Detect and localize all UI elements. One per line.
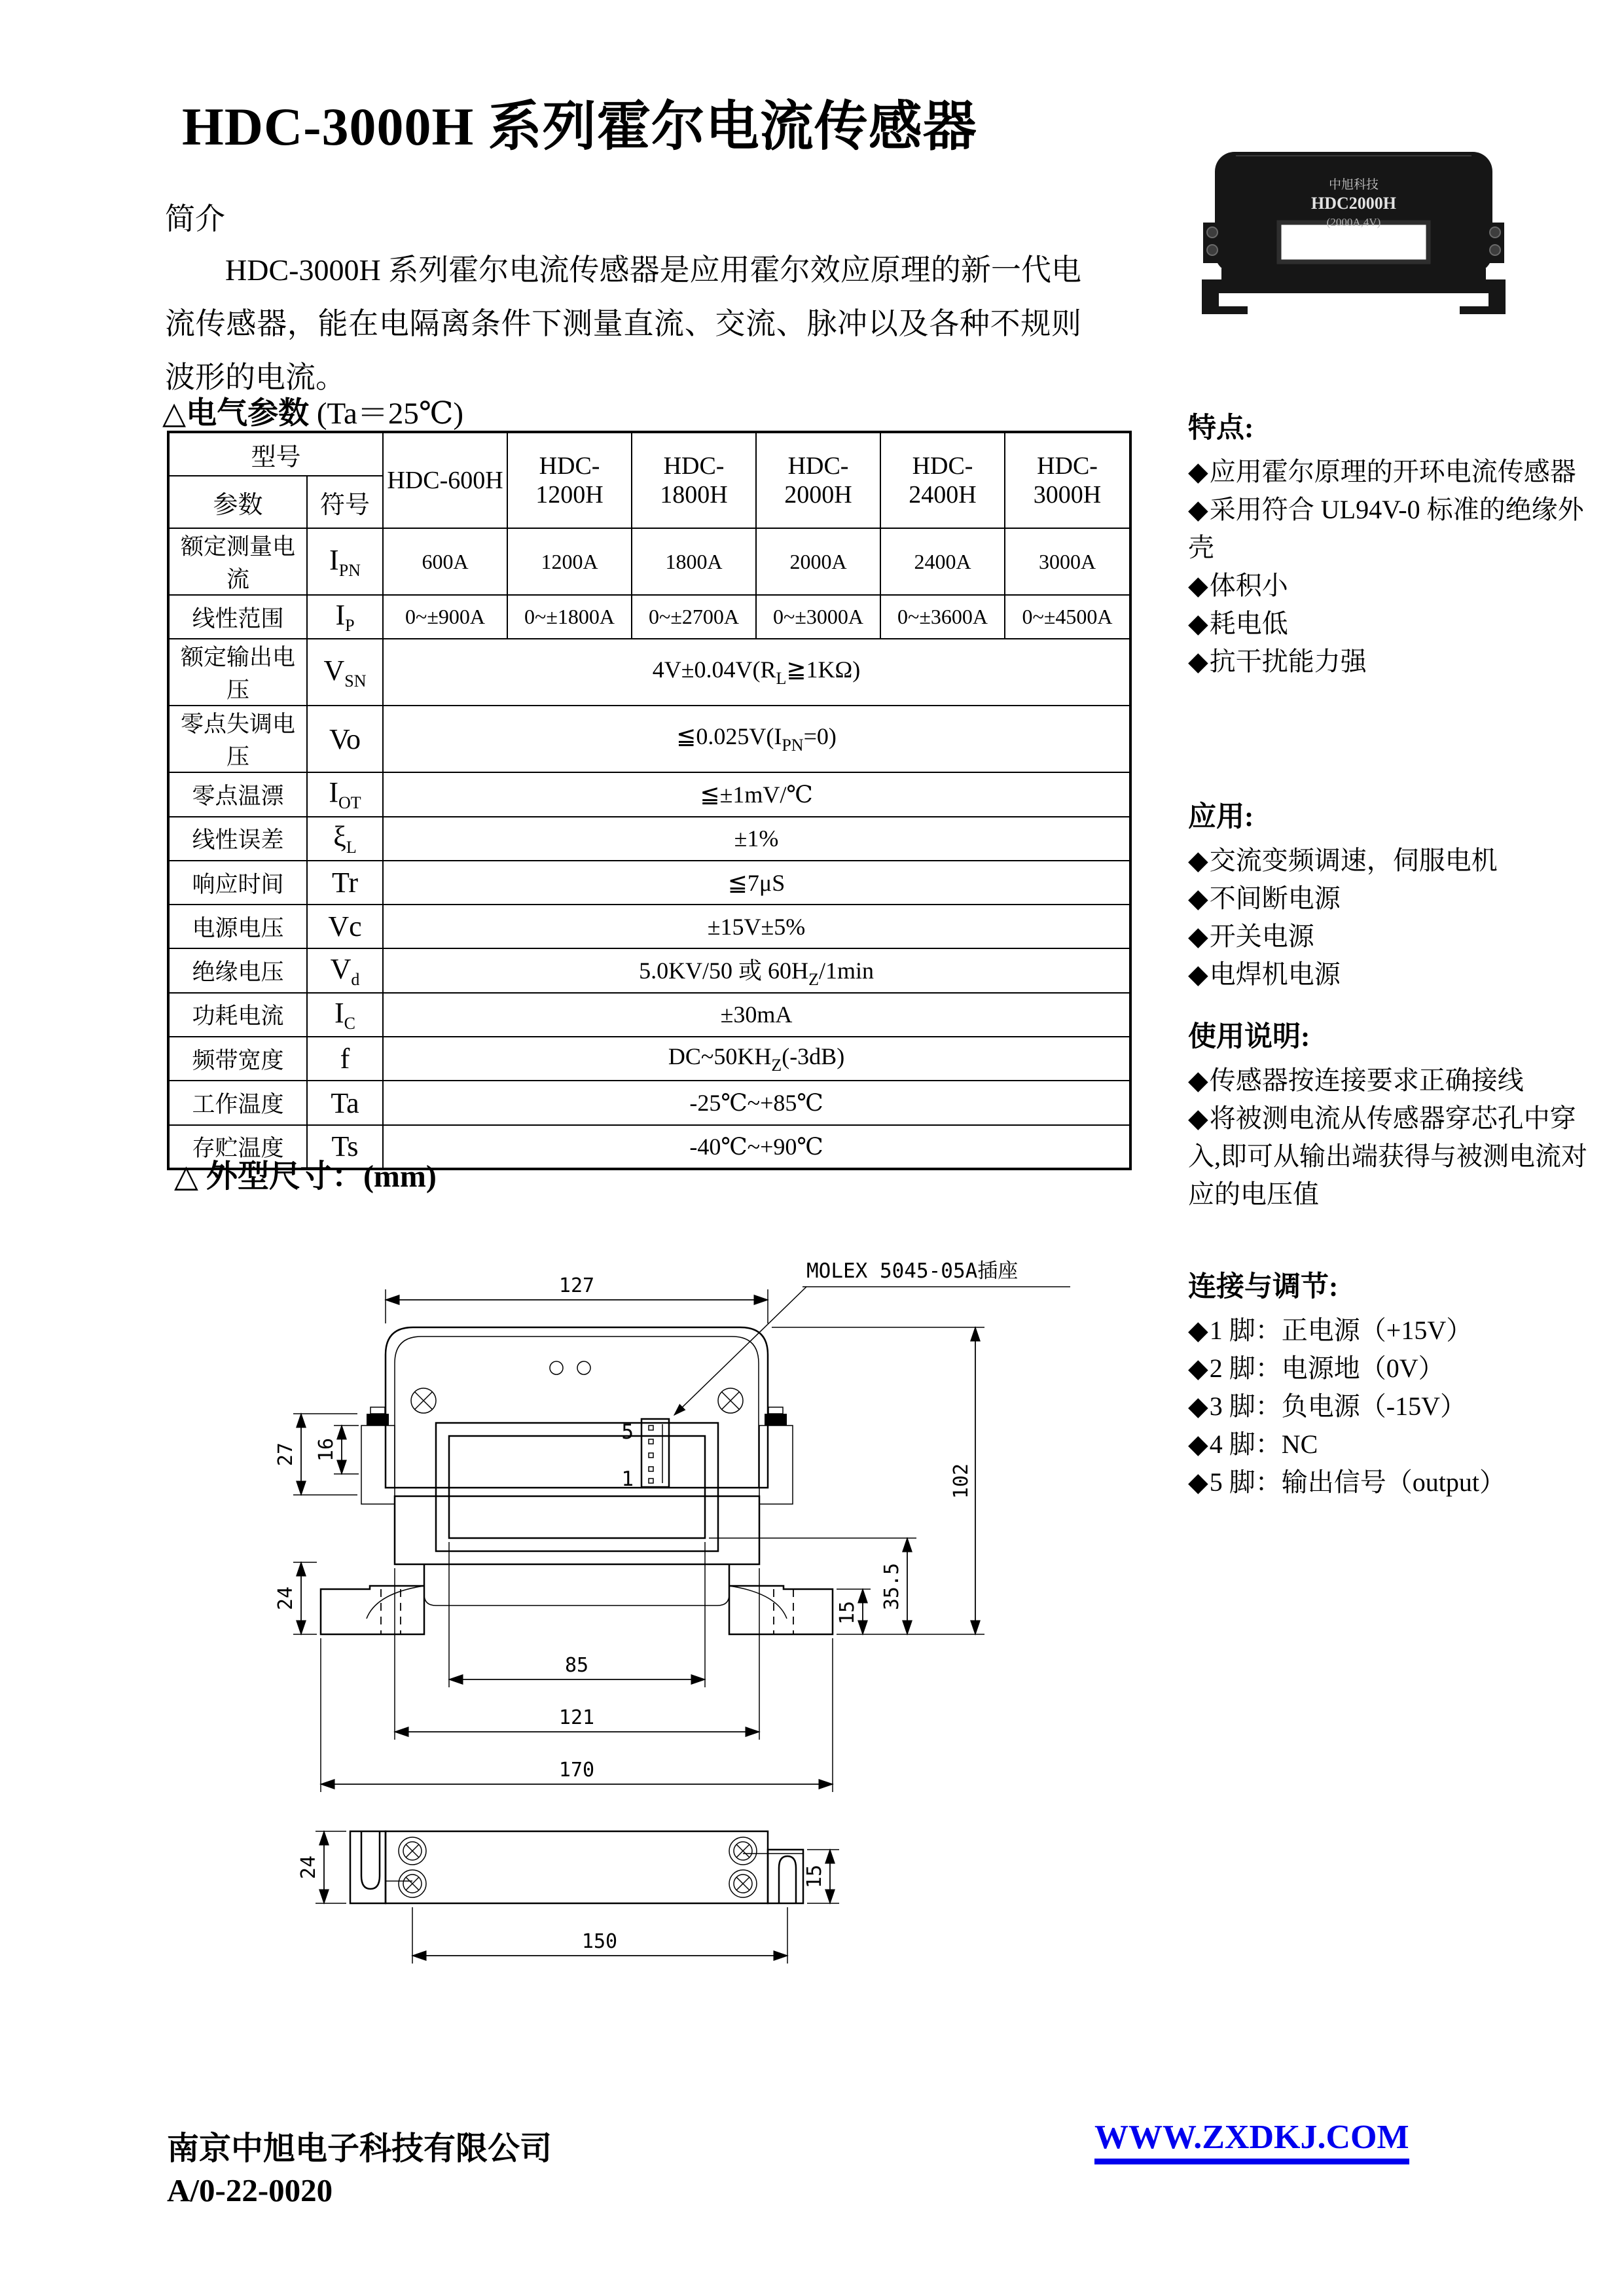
- param-value: 2000A: [756, 528, 880, 595]
- param-value-merged: $4V\pm 0.04V(R_L≧1K\Omega)$: [383, 639, 1130, 706]
- dim-102: [772, 1327, 984, 1634]
- screw-icon: [718, 1388, 743, 1413]
- molex-connector: [641, 1419, 669, 1487]
- param-value-merged: ±15V±5%: [383, 905, 1130, 948]
- param-symbol: Ta: [307, 1081, 383, 1124]
- table-header-row: [168, 432, 1130, 476]
- param-value: 2400A: [880, 528, 1005, 595]
- dim-16: [315, 1426, 359, 1474]
- intro-paragraph: HDC-3000H 系列霍尔电流传感器是应用霍尔效应原理的新一代电流传感器，能在电隔离条件下测量直流、交流、脉冲以及各种不规则波形的电流。: [165, 253, 1081, 394]
- param-value: 0~±900A: [383, 595, 507, 639]
- param-symbol: Vo: [307, 706, 383, 772]
- svg-text:127: 127: [558, 1274, 595, 1297]
- list-item: [1188, 1463, 1600, 1501]
- param-name: 存贮温度: [168, 1125, 307, 1169]
- dim-24-bottom: [297, 1831, 346, 1903]
- table-row: [168, 1037, 1130, 1081]
- param-value-merged: ±30mA: [383, 993, 1130, 1037]
- param-symbol: Vc: [307, 905, 383, 948]
- list-item-text: 抗干扰能力强: [1209, 647, 1367, 676]
- svg-text:85: 85: [564, 1654, 589, 1677]
- column-header: HDC-1200H: [507, 432, 632, 528]
- list-item: [1188, 1062, 1600, 1100]
- table-row: [168, 948, 1130, 992]
- connection-list: [1188, 1312, 1600, 1501]
- diamond-bullet-icon: ◆: [1188, 1103, 1208, 1133]
- table-row: [168, 528, 1130, 595]
- photo-model-text: HDC2000H: [1311, 194, 1396, 213]
- param-name: 电源电压: [168, 905, 307, 948]
- param-value-merged: $DC\sim 50KH_Z(-3dB)$: [383, 1037, 1130, 1081]
- table-row: [168, 1081, 1130, 1124]
- page-title: HDC-3000H 系列霍尔电流传感器: [182, 97, 977, 156]
- screw-icon: [729, 1870, 757, 1897]
- column-header: HDC-2000H: [756, 432, 880, 528]
- param-value-merged: $≦0.025V(I_{PN}=0)$: [383, 706, 1130, 772]
- column-header: HDC-600H: [383, 432, 507, 528]
- pin-1-label: 1: [621, 1467, 634, 1491]
- list-item: [1188, 643, 1600, 681]
- connection-heading: 连接与调节:: [1188, 1272, 1339, 1302]
- column-header: HDC-3000H: [1005, 432, 1130, 528]
- list-item-text: 耗电低: [1209, 609, 1288, 638]
- list-item: [1188, 1350, 1600, 1388]
- corner-model-label: 型号: [168, 432, 383, 476]
- param-value-merged: -40℃~+90℃: [383, 1125, 1130, 1169]
- param-name: 工作温度: [168, 1081, 307, 1124]
- list-item: [1188, 1426, 1600, 1463]
- list-item-text: 将被测电流从传感器穿芯孔中穿入,即可从输出端获得与被测电流对应的电压值: [1188, 1103, 1587, 1209]
- applications-heading: 应用:: [1188, 802, 1254, 833]
- param-value: 600A: [383, 528, 507, 595]
- table-row: [168, 595, 1130, 639]
- svg-text:15: 15: [803, 1864, 826, 1889]
- screw-icon: [411, 1388, 436, 1413]
- param-name: 零点温漂: [168, 772, 307, 816]
- param-symbol: Ts: [307, 1125, 383, 1169]
- svg-text:102: 102: [950, 1463, 973, 1499]
- column-header: HDC-1800H: [632, 432, 756, 528]
- dim-15-bottom: [803, 1850, 839, 1903]
- list-item: [1188, 842, 1600, 880]
- param-value: 0~±3600A: [880, 595, 1005, 639]
- param-name: 线性范围: [168, 595, 307, 639]
- table-row: [168, 905, 1130, 948]
- bottom-view: [350, 1831, 803, 1903]
- diamond-bullet-icon: ◆: [1188, 1467, 1208, 1497]
- list-item: [1188, 1388, 1600, 1426]
- diamond-bullet-icon: ◆: [1188, 1354, 1208, 1383]
- intro-heading: 简介: [165, 202, 225, 236]
- diamond-bullet-icon: ◆: [1188, 1066, 1208, 1095]
- hole-circle: [577, 1361, 590, 1374]
- list-item-text: 2 脚：电源地（0V）: [1209, 1354, 1445, 1383]
- molex-callout: [674, 1259, 1070, 1415]
- param-value: 0~±3000A: [756, 595, 880, 639]
- column-header: HDC-2400H: [880, 432, 1005, 528]
- table-row: [168, 706, 1130, 772]
- diamond-bullet-icon: ◆: [1188, 571, 1208, 600]
- param-value: 1800A: [632, 528, 756, 595]
- electrical-section-heading: △电气参数 (Ta＝25℃): [162, 397, 464, 431]
- diamond-bullet-icon: ◆: [1188, 495, 1208, 524]
- diamond-bullet-icon: ◆: [1188, 846, 1208, 875]
- svg-text:24: 24: [297, 1855, 320, 1880]
- sensor-body-graphic: [1202, 152, 1506, 314]
- param-symbol: $I_{OT}$: [307, 772, 383, 816]
- list-item: [1188, 453, 1600, 491]
- list-item-text: 开关电源: [1209, 922, 1314, 951]
- list-item: [1188, 1312, 1600, 1350]
- dimensions-section-heading: △ 外型尺寸：(mm): [174, 1159, 437, 1194]
- param-name: 响应时间: [168, 861, 307, 905]
- param-symbol: $I_P$: [307, 595, 383, 639]
- list-item: [1188, 605, 1600, 643]
- diamond-bullet-icon: ◆: [1188, 1391, 1208, 1421]
- list-item-text: 1 脚：正电源（+15V）: [1209, 1316, 1473, 1345]
- param-value-merged: ≦±1mV/℃: [383, 772, 1130, 816]
- list-item: [1188, 918, 1600, 956]
- footer-company: 南京中旭电子科技有限公司: [167, 2130, 552, 2166]
- table-row: [168, 772, 1130, 816]
- svg-text:150: 150: [581, 1930, 618, 1953]
- param-name: 额定测量电流: [168, 528, 307, 595]
- param-name: 额定输出电压: [168, 639, 307, 706]
- screw-icon: [399, 1870, 426, 1897]
- list-item: [1188, 880, 1600, 918]
- pin-5-label: 5: [621, 1420, 634, 1444]
- photo-spec-text: (2000A,4V): [1326, 216, 1381, 228]
- param-value: 0~±1800A: [507, 595, 632, 639]
- corner-param-label: 参数: [168, 476, 307, 528]
- features-section: [1188, 410, 1600, 681]
- svg-text:16: 16: [315, 1437, 338, 1462]
- param-value-merged: 5.0KV/50 或 $60H_Z/1\min$: [383, 948, 1130, 992]
- connector-label: MOLEX 5045-05A插座: [806, 1259, 1019, 1283]
- svg-text:27: 27: [274, 1442, 297, 1467]
- param-value: 3000A: [1005, 528, 1130, 595]
- param-value: 0~±2700A: [632, 595, 756, 639]
- svg-text:15: 15: [836, 1600, 859, 1625]
- usage-section: [1188, 1018, 1600, 1213]
- param-name: 绝缘电压: [168, 948, 307, 992]
- diamond-bullet-icon: ◆: [1188, 922, 1208, 951]
- corner-symbol-label: 符号: [307, 476, 383, 528]
- table-row: [168, 639, 1130, 706]
- param-name: 线性误差: [168, 817, 307, 861]
- param-symbol: Tr: [307, 861, 383, 905]
- triangle-icon: △: [174, 1159, 198, 1194]
- applications-section: [1188, 798, 1600, 994]
- param-symbol: $V_d$: [307, 948, 383, 992]
- diamond-bullet-icon: ◆: [1188, 960, 1208, 989]
- applications-list: [1188, 842, 1600, 994]
- table-row: [168, 993, 1130, 1037]
- usage-heading: 使用说明:: [1188, 1022, 1310, 1052]
- list-item: [1188, 491, 1600, 567]
- param-symbol: $V_{SN}$: [307, 639, 383, 706]
- dim-15: [836, 1589, 871, 1634]
- param-name: 频带宽度: [168, 1037, 307, 1081]
- product-photo: [1197, 145, 1511, 325]
- param-value: 1200A: [507, 528, 632, 595]
- dimension-drawing: [190, 1229, 1080, 1995]
- list-item: [1188, 1100, 1600, 1213]
- param-value-merged: -25℃~+85℃: [383, 1081, 1130, 1124]
- footer-website-link[interactable]: WWW.ZXDKJ.COM: [1094, 2118, 1409, 2164]
- usage-list: [1188, 1062, 1600, 1213]
- param-symbol: $I_C$: [307, 993, 383, 1037]
- diamond-bullet-icon: ◆: [1188, 647, 1208, 676]
- table-row: [168, 817, 1130, 861]
- hole-circle: [550, 1361, 563, 1374]
- list-item-text: 不间断电源: [1209, 884, 1341, 913]
- list-item-text: 3 脚：负电源（-15V）: [1209, 1391, 1466, 1421]
- param-symbol: $I_{PN}$: [307, 528, 383, 595]
- svg-text:24: 24: [274, 1586, 297, 1611]
- svg-text:35.5: 35.5: [880, 1562, 903, 1611]
- dim-127: [386, 1274, 768, 1323]
- list-item-text: 体积小: [1209, 571, 1288, 600]
- diamond-bullet-icon: ◆: [1188, 609, 1208, 638]
- footer-doc-code: A/0-22-0020: [167, 2172, 333, 2208]
- table-body: [168, 528, 1130, 1169]
- dim-150: [412, 1907, 787, 1964]
- list-item: [1188, 567, 1600, 605]
- param-symbol: f: [307, 1037, 383, 1081]
- list-item-text: 应用霍尔原理的开环电流传感器: [1209, 457, 1576, 486]
- connection-section: [1188, 1268, 1600, 1501]
- param-symbol: $\xi_L$: [307, 817, 383, 861]
- features-list: [1188, 453, 1600, 681]
- photo-brand-text: 中旭科技: [1328, 178, 1379, 192]
- features-heading: 特点:: [1188, 413, 1254, 444]
- screw-icon: [399, 1837, 426, 1865]
- list-item-text: 电焊机电源: [1209, 960, 1341, 989]
- list-item-text: 交流变频调速，伺服电机: [1209, 846, 1498, 875]
- param-name: 功耗电流: [168, 993, 307, 1037]
- dim-24: [274, 1562, 317, 1634]
- list-item-text: 采用符合 UL94V-0 标准的绝缘外壳: [1188, 495, 1584, 562]
- diamond-bullet-icon: ◆: [1188, 884, 1208, 913]
- list-item-text: 传感器按连接要求正确接线: [1209, 1066, 1524, 1095]
- electrical-parameters-table: [167, 431, 1132, 1170]
- triangle-icon: △: [162, 397, 187, 431]
- param-value: 0~±4500A: [1005, 595, 1130, 639]
- list-item-text: 5 脚：输出信号（output）: [1209, 1467, 1506, 1497]
- screw-icon: [729, 1837, 757, 1865]
- table-row: [168, 861, 1130, 905]
- param-value-merged: ±1%: [383, 817, 1130, 861]
- diamond-bullet-icon: ◆: [1188, 1316, 1208, 1345]
- diamond-bullet-icon: ◆: [1188, 1429, 1208, 1459]
- param-value-merged: ≦7μS: [383, 861, 1130, 905]
- diamond-bullet-icon: ◆: [1188, 457, 1208, 486]
- param-name: 零点失调电压: [168, 706, 307, 772]
- list-item-text: 4 脚：NC: [1209, 1429, 1318, 1459]
- front-view: [321, 1327, 833, 1634]
- list-item: [1188, 956, 1600, 994]
- svg-text:170: 170: [558, 1759, 595, 1782]
- svg-text:121: 121: [558, 1706, 595, 1729]
